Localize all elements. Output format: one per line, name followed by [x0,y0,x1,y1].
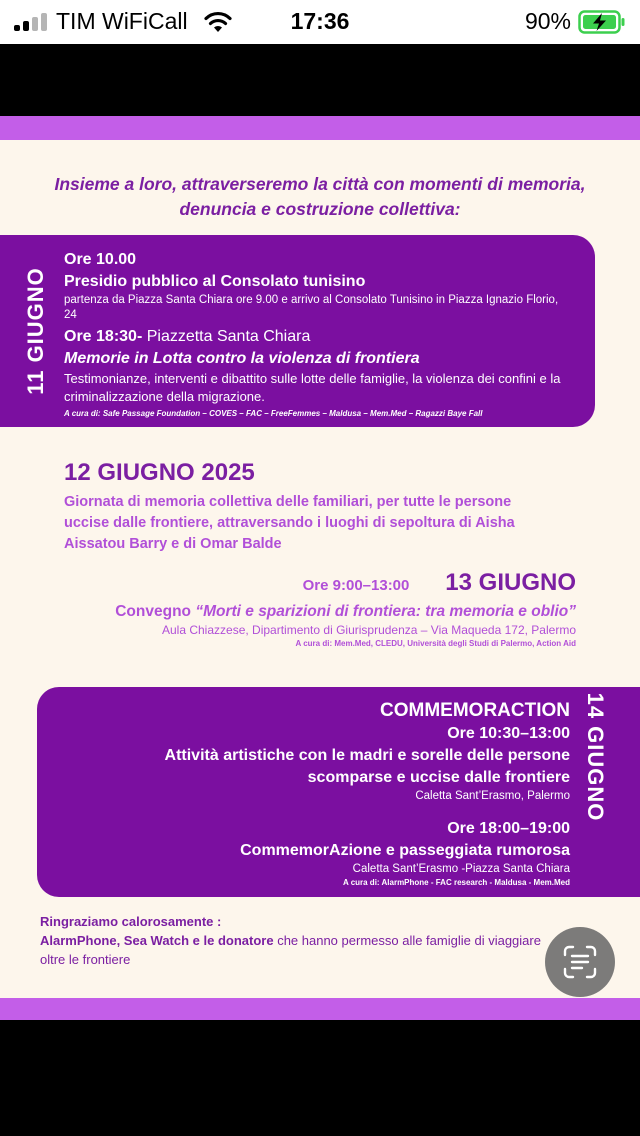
day-11-box [0,235,595,427]
status-bar [0,0,640,44]
thanks-heading: Ringraziamo calorosamente : [40,914,222,929]
day-12-title: 12 GIUGNO 2025 [64,459,255,486]
day-14-event-2-place: Caletta Sant’Erasmo -Piazza Santa Chiara [352,863,570,875]
day-11-label: 11 GIUGNO [23,267,48,395]
day-11-credits: A cura di: Safe Passage Foundation – COVES – FAC – FreeFemmes – Maldusa – Mem.Med – Ragazzi Baye Fall [64,409,483,418]
day-14-credits: A cura di: AlarmPhone - FAC research - Maldusa - Mem.Med [342,878,570,887]
day-13-conv-title: “Morti e sparizioni di frontiera: tra memoria e oblio” [195,603,576,620]
flyer-top-stripe [0,116,640,140]
day-14-event-2-title: CommemorAzione e passeggiata rumorosa [240,842,570,859]
thanks-text: che hanno permesso alle famiglie di viaggiare oltre le frontiere [40,933,541,967]
day-12-desc: Giornata di memoria collettiva delle familiari, per tutte le persone uccise dalle frontiere, attraversando i luoghi di sepoltura di Aisha Aissatou Barry e di Omar Balde [64,494,515,552]
thanks-names: AlarmPhone, Sea Watch e le donatore [40,933,274,948]
day-14-time-2: Ore 18:00–19:00 [447,820,570,837]
event-flyer [0,116,640,1020]
live-text-button[interactable] [545,927,615,997]
battery-charging-icon [578,10,626,34]
day-11-event-2-title: Memorie in Lotta contro la violenza di frontiera [64,350,420,367]
day-14-label: 14 GIUGNO [583,692,608,822]
day-13-place: Aula Chiazzese, Dipartimento di Giurisprudenza – Via Maqueda 172, Palermo [161,623,576,637]
flyer-bottom-stripe [0,998,640,1020]
day-14-time-1: Ore 10:30–13:00 [447,725,570,742]
day-12-section [64,458,534,555]
flyer-intro: Insieme a loro, attraverseremo la città con momenti di memoria, denuncia e costruzione collettiva: [54,174,586,219]
live-text-scan-icon [562,944,598,980]
clock: 17:36 [290,8,350,34]
day-13-credits: A cura di: Mem.Med, CLEDU, Università degli Studi di Palermo, Action Aid [295,639,576,648]
day-13-conv-prefix: Convegno [115,603,196,620]
day-11-time-2-place: Piazzetta Santa Chiara [142,328,311,345]
day-11-time-2: Ore 18:30- [64,328,143,345]
day-13-section [36,568,576,649]
day-14-event-1-place: Caletta Sant’Erasmo, Palermo [415,790,570,802]
battery-percent: 90% [524,8,571,34]
top-black-band [0,44,640,116]
carrier-name: TIM WiFiCall [56,8,188,34]
day-11-event-1-title: Presidio pubblico al Consolato tunisino [64,273,366,290]
day-14-box [37,687,640,897]
day-13-title: 13 GIUGNO [445,569,576,596]
day-13-time: Ore 9:00–13:00 [302,577,410,594]
day-11-event-1-desc: partenza da Piazza Santa Chiara ore 9.00 e arrivo al Consolato Tunisino in Piazza Ignazio Florio, 24 [64,294,559,321]
day-11-time-1: Ore 10.00 [64,251,137,268]
thanks-section [40,912,560,969]
day-14-title: COMMEMORACTION [380,700,570,721]
day-11-event-2-desc: Testimonianze, interventi e dibattito sulle lotte delle famiglie, la violenza dei confini e la criminalizzazione della migrazione. [64,371,561,404]
day-14-event-1-title: Attività artistiche con le madri e sorelle delle persone scomparse e uccise dalle frontiere [164,747,570,786]
